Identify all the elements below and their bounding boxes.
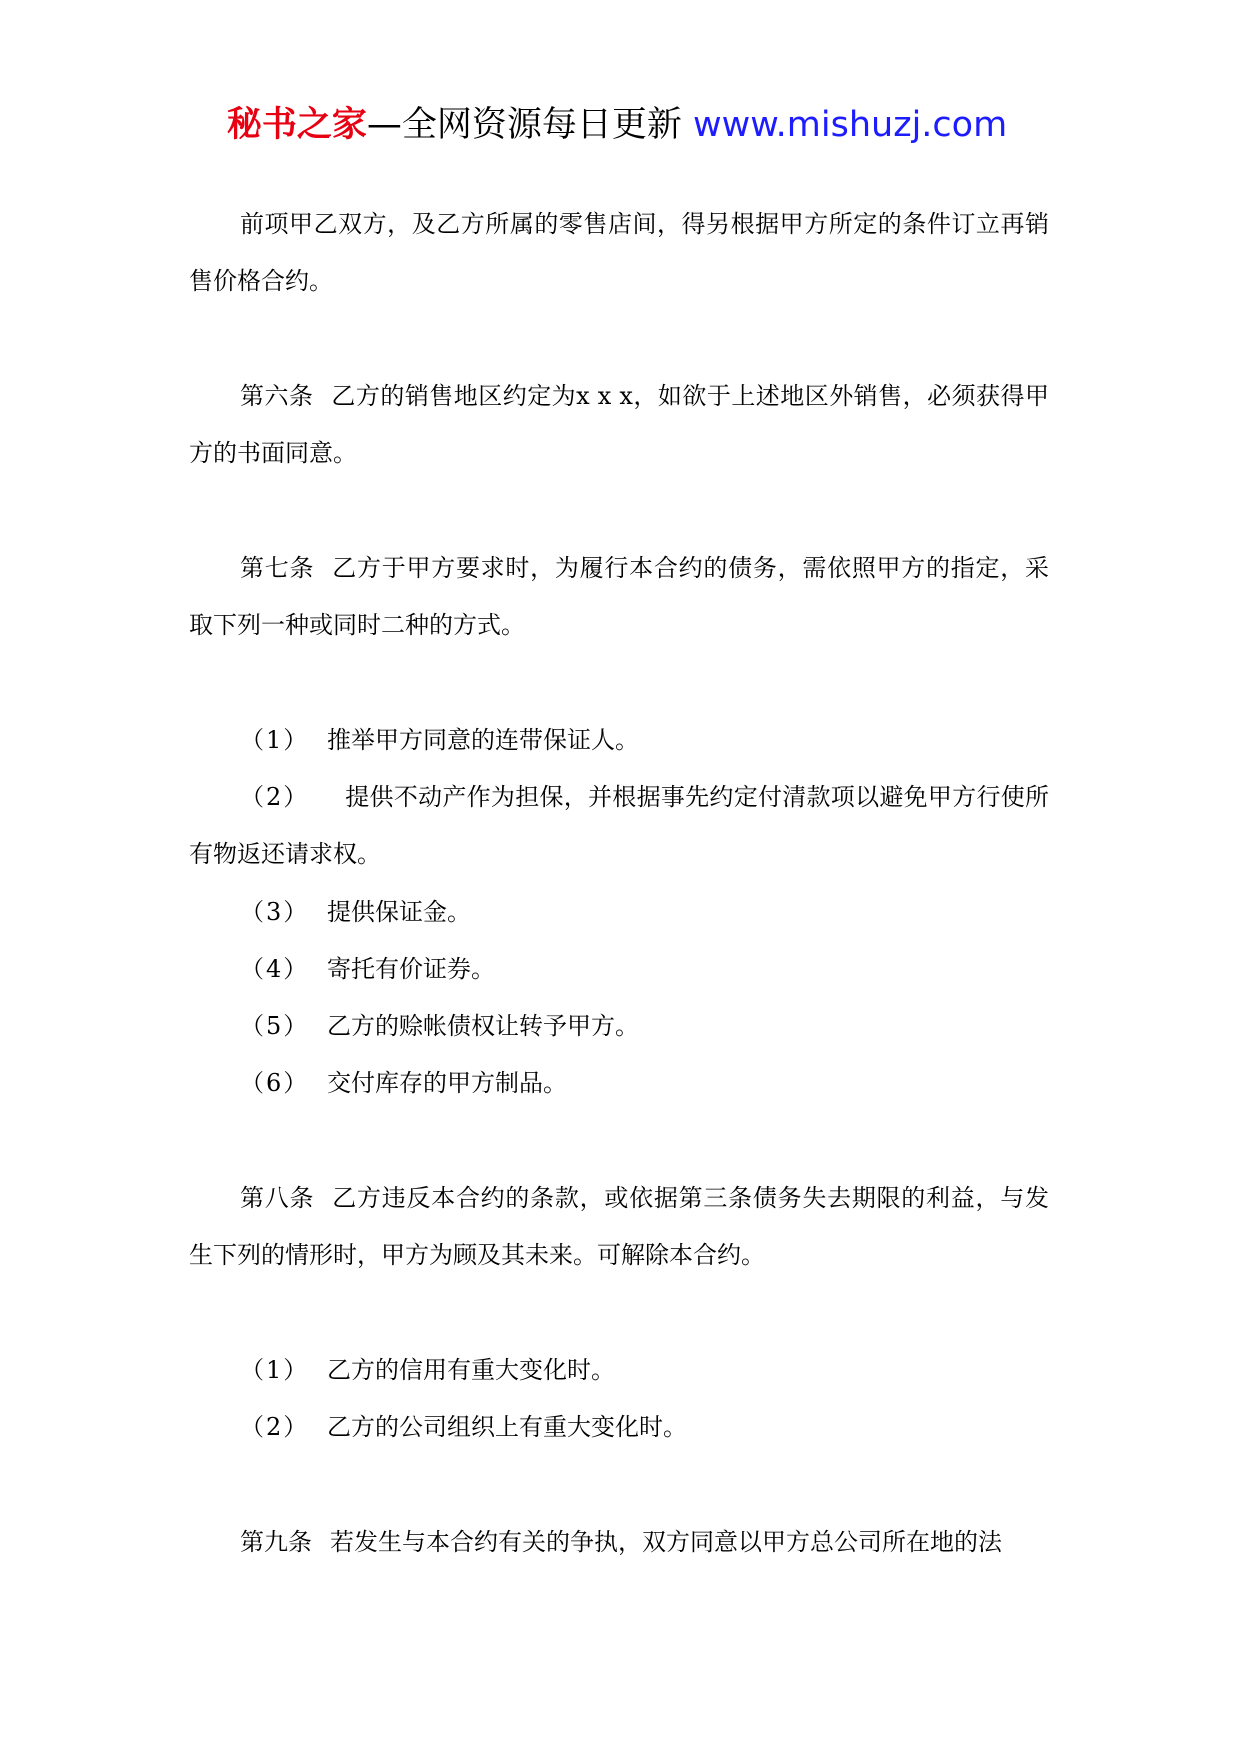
site-url-link[interactable]: www.mishuzj.com [692,105,1008,145]
paragraph-text: 前项甲乙双方，及乙方所属的零售店间，得另根据甲方所定的条件订立再销售价格合约。 [189,210,1049,296]
article-7 [189,540,1049,655]
article-text: 乙方的销售地区约定为x x x，如欲于上述地区外销售，必须获得甲方的书面同意。 [189,381,1049,468]
list-item [189,998,1049,1055]
item-number: （4） [240,954,310,983]
article-6 [189,368,1049,483]
item-text: 乙方的赊帐债权让转予甲方。 [327,1012,639,1041]
list-item [189,884,1049,941]
item-number: （1） [240,1355,310,1384]
item-number: （6） [240,1069,310,1098]
list-item [189,1055,1049,1112]
item-text: 寄托有价证券。 [327,954,495,983]
article-number: 第六条 [240,381,314,410]
item-number: （2） [240,1413,310,1442]
item-text: 推举甲方同意的连带保证人。 [327,725,639,754]
article-text: 乙方违反本合约的条款，或依据第三条债务失去期限的利益，与发生下列的情形时，甲方为顾及其未来。可解除本合约。 [189,1184,1050,1270]
intro-paragraph [189,196,1049,311]
list-item [189,941,1049,998]
article-number: 第七条 [240,553,315,582]
brand-name: 秘书之家 [226,105,367,145]
article-number: 第九条 [240,1527,312,1556]
document-body [189,196,1049,1571]
item-text: 乙方的公司组织上有重大变化时。 [327,1413,687,1442]
article-number: 第八条 [240,1184,315,1213]
article-8 [189,1170,1049,1285]
list-item [189,712,1049,769]
article-text: 乙方于甲方要求时，为履行本合约的债务，需依照甲方的指定，采取下列一种或同时二种的方式。 [189,553,1050,640]
item-text: 乙方的信用有重大变化时。 [327,1355,615,1384]
item-text: 交付库存的甲方制品。 [327,1069,567,1098]
page-header [0,98,1234,152]
list-item-wrapped [189,769,1049,884]
item-number: （3） [240,897,310,926]
item-number: （1） [240,725,310,754]
article-text: 若发生与本合约有关的争执，双方同意以甲方总公司所在地的法 [330,1527,1002,1556]
item-text: 提供保证金。 [327,897,471,926]
article-9 [189,1514,1049,1571]
item-text: 提供不动产作为担保，并根据事先约定付清款项以避免甲方行使所有物返还请求权。 [189,782,1049,869]
item-number: （5） [240,1012,310,1041]
list-item [189,1399,1049,1456]
header-slogan: —全网资源每日更新 [366,105,682,145]
list-item [189,1342,1049,1399]
item-number: （2） [240,782,310,811]
